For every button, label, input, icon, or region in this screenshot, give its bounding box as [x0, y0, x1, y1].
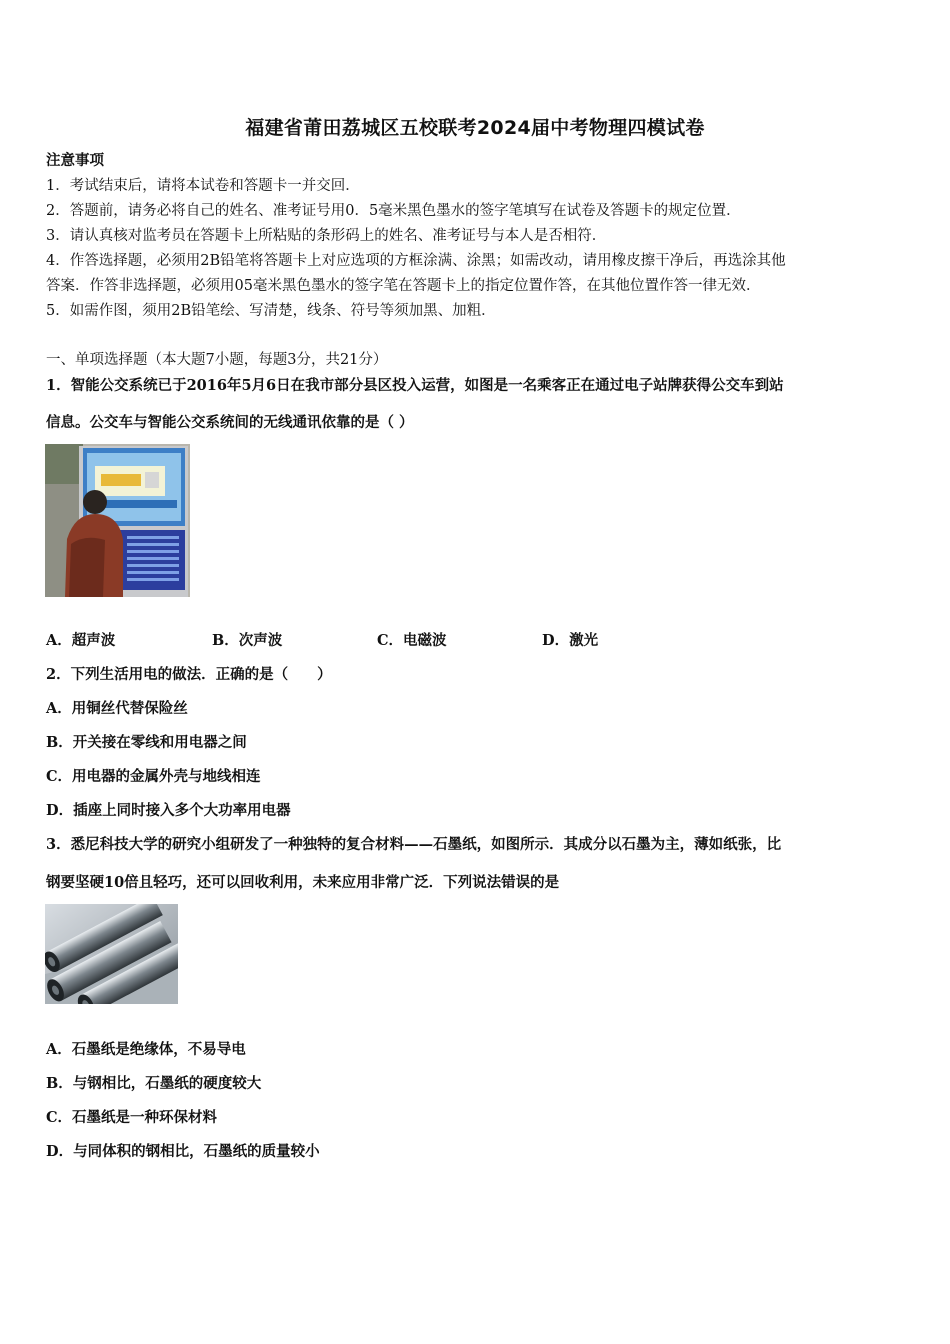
- notice-item: 答案．作答非选择题，必须用05毫米黑色墨水的签字笔在答题卡上的指定位置作答，在其他位置作答一律无效．: [46, 278, 761, 294]
- notice-item: 2．答题前，请务必将自己的姓名、准考证号用0．5毫米黑色墨水的签字笔填写在试卷及答题卡的规定位置．: [46, 203, 741, 219]
- question-2-stem: 2．下列生活用电的做法．正确的是（ ）: [46, 666, 332, 683]
- q1-option-d: D．激光: [542, 632, 599, 649]
- page-title: 福建省莆田荔城区五校联考2024届中考物理四模试卷: [245, 117, 705, 139]
- notice-item: 4．作答选择题，必须用2B铅笔将答题卡上对应选项的方框涂满、涂黑；如需改动，请用橡皮擦干净后，再选涂其他: [46, 253, 786, 269]
- q3-option-a: A．石墨纸是绝缘体，不易导电: [46, 1041, 246, 1058]
- q3-option-b: B．与钢相比，石墨纸的硬度较大: [46, 1075, 262, 1092]
- bus-stop-sign-illustration: [45, 444, 190, 597]
- notice-heading: 注意事项: [46, 152, 104, 169]
- graphite-paper-image: [45, 904, 178, 1004]
- question-3-line-2: 钢要坚硬10倍且轻巧，还可以回收利用，未来应用非常广泛．下列说法错误的是: [46, 874, 560, 891]
- notice-item: 3．请认真核对监考员在答题卡上所粘贴的条形码上的姓名、准考证号与本人是否相符．: [46, 228, 607, 244]
- question-1-line-2: 信息。公交车与智能公交系统间的无线通讯依靠的是（ ）: [46, 414, 414, 431]
- q2-option-a: A．用铜丝代替保险丝: [46, 700, 188, 717]
- q1-option-a: A．超声波: [46, 632, 116, 649]
- q3-option-c: C．石墨纸是一种环保材料: [46, 1109, 218, 1126]
- q1-option-c: C．电磁波: [377, 632, 447, 649]
- q1-option-b: B．次声波: [212, 632, 283, 649]
- notice-item: 1．考试结束后，请将本试卷和答题卡一并交回．: [46, 178, 360, 194]
- q2-option-d: D．插座上同时接入多个大功率用电器: [46, 802, 291, 819]
- graphite-rolls-illustration: [45, 904, 178, 1004]
- notice-item: 5．如需作图，须用2B铅笔绘、写清楚，线条、符号等须加黑、加粗．: [46, 303, 496, 319]
- section-heading: 一、单项选择题（本大题7小题，每题3分，共21分）: [46, 352, 388, 368]
- question-3-line-1: 3．悉尼科技大学的研究小组研发了一种独特的复合材料——石墨纸，如图所示．其成分以石墨为主，薄如纸张，比: [46, 836, 782, 853]
- q3-option-d: D．与同体积的钢相比，石墨纸的质量较小: [46, 1143, 320, 1160]
- q2-option-b: B．开关接在零线和用电器之间: [46, 734, 247, 751]
- bus-stop-sign-image: [45, 444, 190, 597]
- question-1-line-1: 1．智能公交系统已于2016年5月6日在我市部分县区投入运营，如图是一名乘客正在通过电子站牌获得公交车到站: [46, 377, 784, 394]
- q2-option-c: C．用电器的金属外壳与地线相连: [46, 768, 261, 785]
